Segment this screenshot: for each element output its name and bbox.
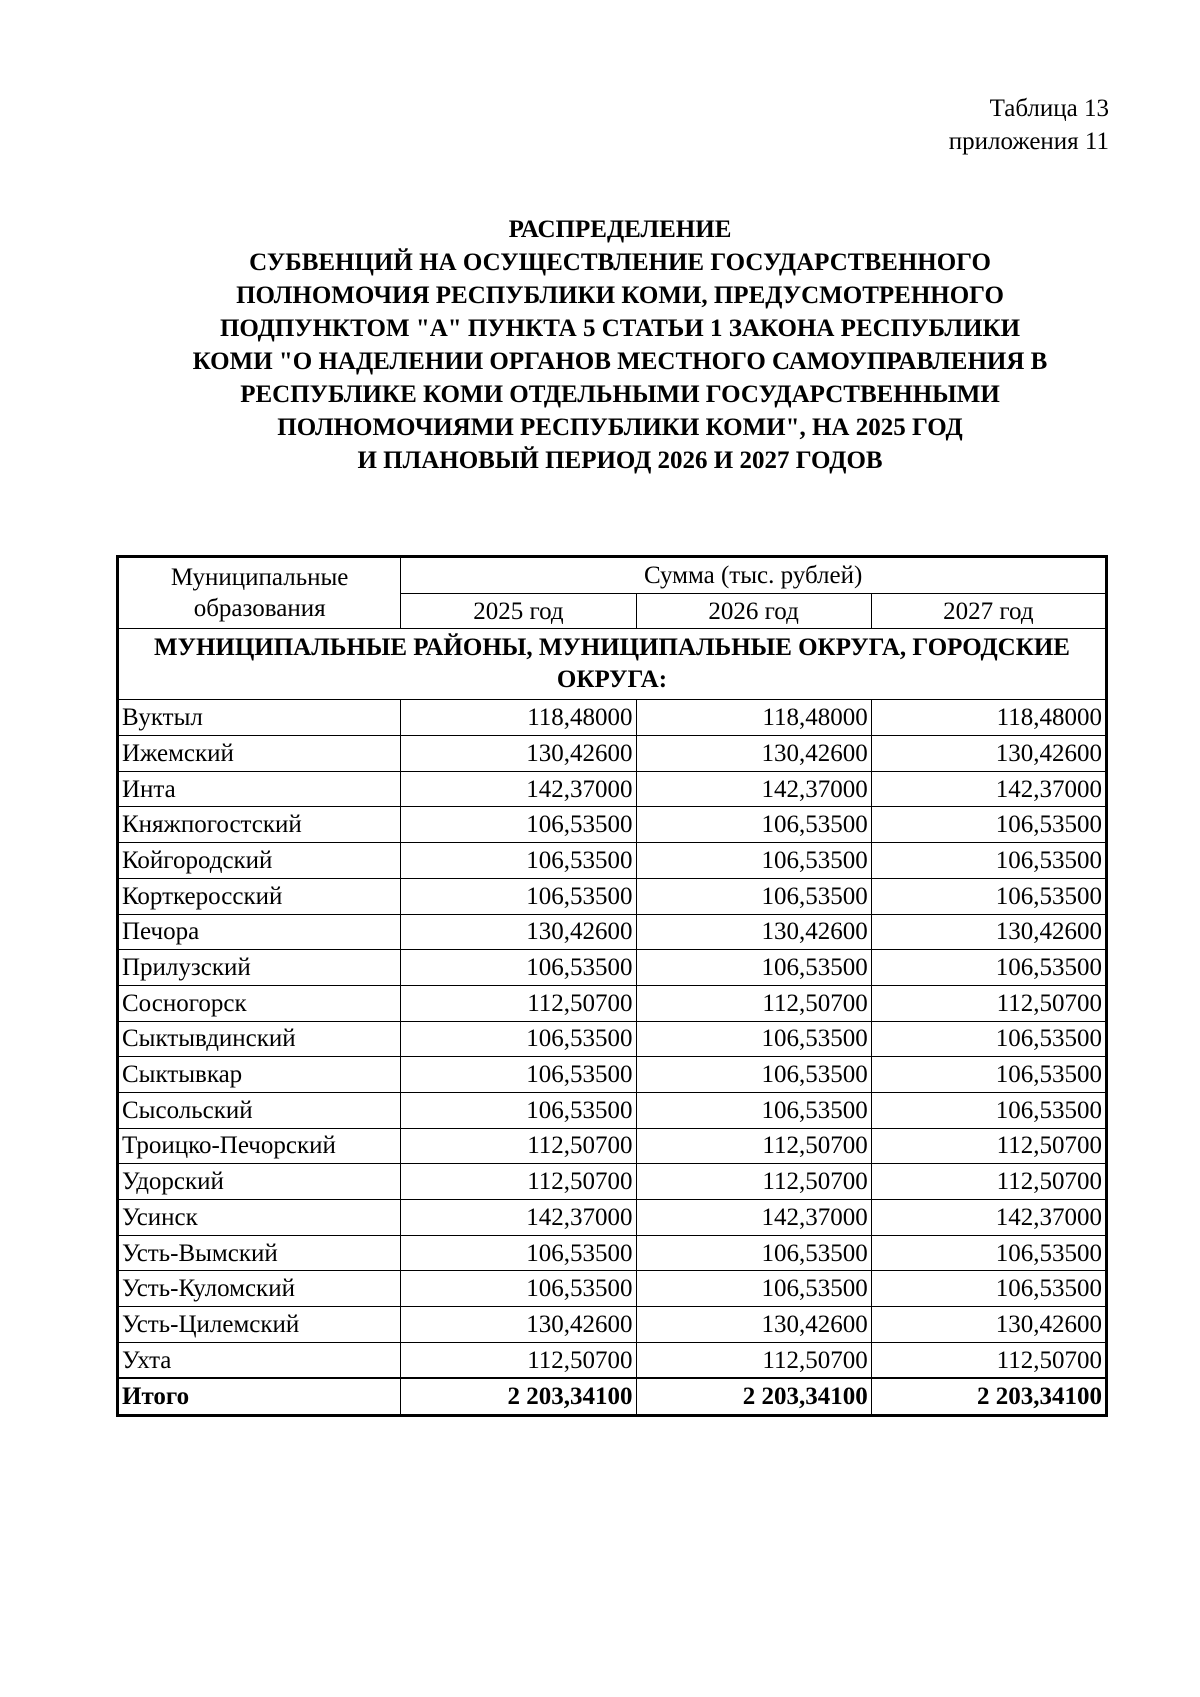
table-row — [118, 771, 1107, 807]
amount-2025: 106,53500 — [401, 807, 636, 843]
amount-2025: 106,53500 — [401, 950, 636, 986]
amount-2027: 130,42600 — [871, 1307, 1106, 1343]
title-line: РАСПРЕДЕЛЕНИЕ — [508, 216, 732, 243]
table-row — [118, 736, 1107, 772]
subventions-table — [116, 555, 1108, 1417]
header-year-2026: 2026 год — [636, 593, 871, 629]
municipality-name: Удорский — [118, 1164, 401, 1200]
amount-2025: 106,53500 — [401, 1271, 636, 1307]
amount-2025: 112,50700 — [401, 1342, 636, 1378]
header-municipalities: Муниципальные образования — [118, 557, 401, 629]
amount-2026: 142,37000 — [636, 771, 871, 807]
amount-2026: 112,50700 — [636, 985, 871, 1021]
amount-2027: 106,53500 — [871, 1092, 1106, 1128]
header-sum: Сумма (тыс. рублей) — [401, 557, 1107, 594]
amount-2027: 130,42600 — [871, 736, 1106, 772]
amount-2026: 106,53500 — [636, 1271, 871, 1307]
amount-2025: 130,42600 — [401, 1307, 636, 1343]
table-row — [118, 1164, 1107, 1200]
header-year-2025: 2025 год — [401, 593, 636, 629]
municipality-name: Усинск — [118, 1200, 401, 1236]
amount-2025: 112,50700 — [401, 985, 636, 1021]
municipality-name: Печора — [118, 914, 401, 950]
amount-2026: 106,53500 — [636, 807, 871, 843]
amount-2027: 130,42600 — [871, 914, 1106, 950]
header-row-top — [118, 557, 1107, 594]
amount-2026: 130,42600 — [636, 1307, 871, 1343]
table-row — [118, 843, 1107, 879]
amount-2027: 112,50700 — [871, 1342, 1106, 1378]
amount-2025: 142,37000 — [401, 771, 636, 807]
amount-2027: 112,50700 — [871, 985, 1106, 1021]
municipality-name: Троицко-Печорский — [118, 1128, 401, 1164]
section-title: МУНИЦИПАЛЬНЫЕ РАЙОНЫ, МУНИЦИПАЛЬНЫЕ ОКРУГА, ГОРОДСКИЕ ОКРУГА: — [118, 629, 1107, 700]
table-row — [118, 1342, 1107, 1378]
municipality-name: Койгородский — [118, 843, 401, 879]
title-line: СУБВЕНЦИЙ НА ОСУЩЕСТВЛЕНИЕ ГОСУДАРСТВЕННОГО — [249, 249, 991, 276]
municipality-name: Сосногорск — [118, 985, 401, 1021]
table-number: Таблица 13 — [989, 95, 1109, 122]
amount-2025: 106,53500 — [401, 1057, 636, 1093]
municipality-name: Корткеросский — [118, 878, 401, 914]
municipality-name: Княжпогостский — [118, 807, 401, 843]
amount-2026: 106,53500 — [636, 1235, 871, 1271]
amount-2027: 106,53500 — [871, 1057, 1106, 1093]
document-title — [100, 213, 1140, 477]
table-row — [118, 1307, 1107, 1343]
municipality-name: Усть-Цилемский — [118, 1307, 401, 1343]
amount-2025: 112,50700 — [401, 1164, 636, 1200]
amount-2025: 112,50700 — [401, 1128, 636, 1164]
amount-2026: 112,50700 — [636, 1164, 871, 1200]
amount-2025: 130,42600 — [401, 914, 636, 950]
amount-2025: 142,37000 — [401, 1200, 636, 1236]
table-row — [118, 914, 1107, 950]
amount-2025: 106,53500 — [401, 1092, 636, 1128]
amount-2026: 106,53500 — [636, 950, 871, 986]
amount-2026: 112,50700 — [636, 1128, 871, 1164]
amount-2027: 142,37000 — [871, 1200, 1106, 1236]
amount-2025: 106,53500 — [401, 1021, 636, 1057]
amount-2025: 118,48000 — [401, 700, 636, 736]
amount-2026: 130,42600 — [636, 736, 871, 772]
total-2027: 2 203,34100 — [871, 1378, 1106, 1415]
amount-2025: 130,42600 — [401, 736, 636, 772]
total-2025: 2 203,34100 — [401, 1378, 636, 1415]
municipality-name: Усть-Куломский — [118, 1271, 401, 1307]
table-row — [118, 700, 1107, 736]
table-row — [118, 950, 1107, 986]
table-reference — [949, 92, 1109, 158]
amount-2026: 106,53500 — [636, 1057, 871, 1093]
title-line: РЕСПУБЛИКЕ КОМИ ОТДЕЛЬНЫМИ ГОСУДАРСТВЕННЫМИ — [240, 381, 1000, 408]
municipality-name: Сысольский — [118, 1092, 401, 1128]
table-row — [118, 1128, 1107, 1164]
amount-2026: 106,53500 — [636, 1092, 871, 1128]
title-line: И ПЛАНОВЫЙ ПЕРИОД 2026 И 2027 ГОДОВ — [357, 447, 883, 474]
municipality-name: Ухта — [118, 1342, 401, 1378]
header-year-2027: 2027 год — [871, 593, 1106, 629]
table-row — [118, 807, 1107, 843]
amount-2027: 106,53500 — [871, 843, 1106, 879]
amount-2027: 142,37000 — [871, 771, 1106, 807]
amount-2025: 106,53500 — [401, 1235, 636, 1271]
amount-2027: 106,53500 — [871, 1271, 1106, 1307]
amount-2026: 106,53500 — [636, 878, 871, 914]
title-line: ПОЛНОМОЧИЯ РЕСПУБЛИКИ КОМИ, ПРЕДУСМОТРЕННОГО — [236, 282, 1004, 309]
amount-2027: 106,53500 — [871, 878, 1106, 914]
amount-2027: 106,53500 — [871, 1021, 1106, 1057]
amount-2026: 106,53500 — [636, 1021, 871, 1057]
total-label: Итого — [118, 1378, 401, 1415]
appendix-number: приложения 11 — [948, 128, 1109, 155]
municipality-name: Ижемский — [118, 736, 401, 772]
municipality-name: Усть-Вымский — [118, 1235, 401, 1271]
amount-2026: 142,37000 — [636, 1200, 871, 1236]
amount-2026: 118,48000 — [636, 700, 871, 736]
table-row — [118, 1092, 1107, 1128]
table-row — [118, 985, 1107, 1021]
total-row — [118, 1378, 1107, 1415]
amount-2026: 112,50700 — [636, 1342, 871, 1378]
municipality-name: Инта — [118, 771, 401, 807]
table-row — [118, 1271, 1107, 1307]
title-line: ПОДПУНКТОМ "А" ПУНКТА 5 СТАТЬИ 1 ЗАКОНА РЕСПУБЛИКИ — [219, 315, 1021, 342]
amount-2027: 112,50700 — [871, 1164, 1106, 1200]
amount-2027: 112,50700 — [871, 1128, 1106, 1164]
table-row — [118, 1021, 1107, 1057]
amount-2027: 106,53500 — [871, 950, 1106, 986]
amount-2027: 118,48000 — [871, 700, 1106, 736]
table-row — [118, 1057, 1107, 1093]
municipality-name: Вуктыл — [118, 700, 401, 736]
table-row — [118, 1200, 1107, 1236]
amount-2025: 106,53500 — [401, 843, 636, 879]
amount-2027: 106,53500 — [871, 1235, 1106, 1271]
amount-2025: 106,53500 — [401, 878, 636, 914]
title-line: КОМИ "О НАДЕЛЕНИИ ОРГАНОВ МЕСТНОГО САМОУПРАВЛЕНИЯ В — [192, 348, 1048, 375]
section-row — [118, 629, 1107, 700]
municipality-name: Прилузский — [118, 950, 401, 986]
municipality-name: Сыктывдинский — [118, 1021, 401, 1057]
amount-2026: 130,42600 — [636, 914, 871, 950]
title-line: ПОЛНОМОЧИЯМИ РЕСПУБЛИКИ КОМИ", НА 2025 ГОД — [277, 414, 963, 441]
table-row — [118, 1235, 1107, 1271]
amount-2027: 106,53500 — [871, 807, 1106, 843]
municipality-name: Сыктывкар — [118, 1057, 401, 1093]
total-2026: 2 203,34100 — [636, 1378, 871, 1415]
amount-2026: 106,53500 — [636, 843, 871, 879]
table-row — [118, 878, 1107, 914]
